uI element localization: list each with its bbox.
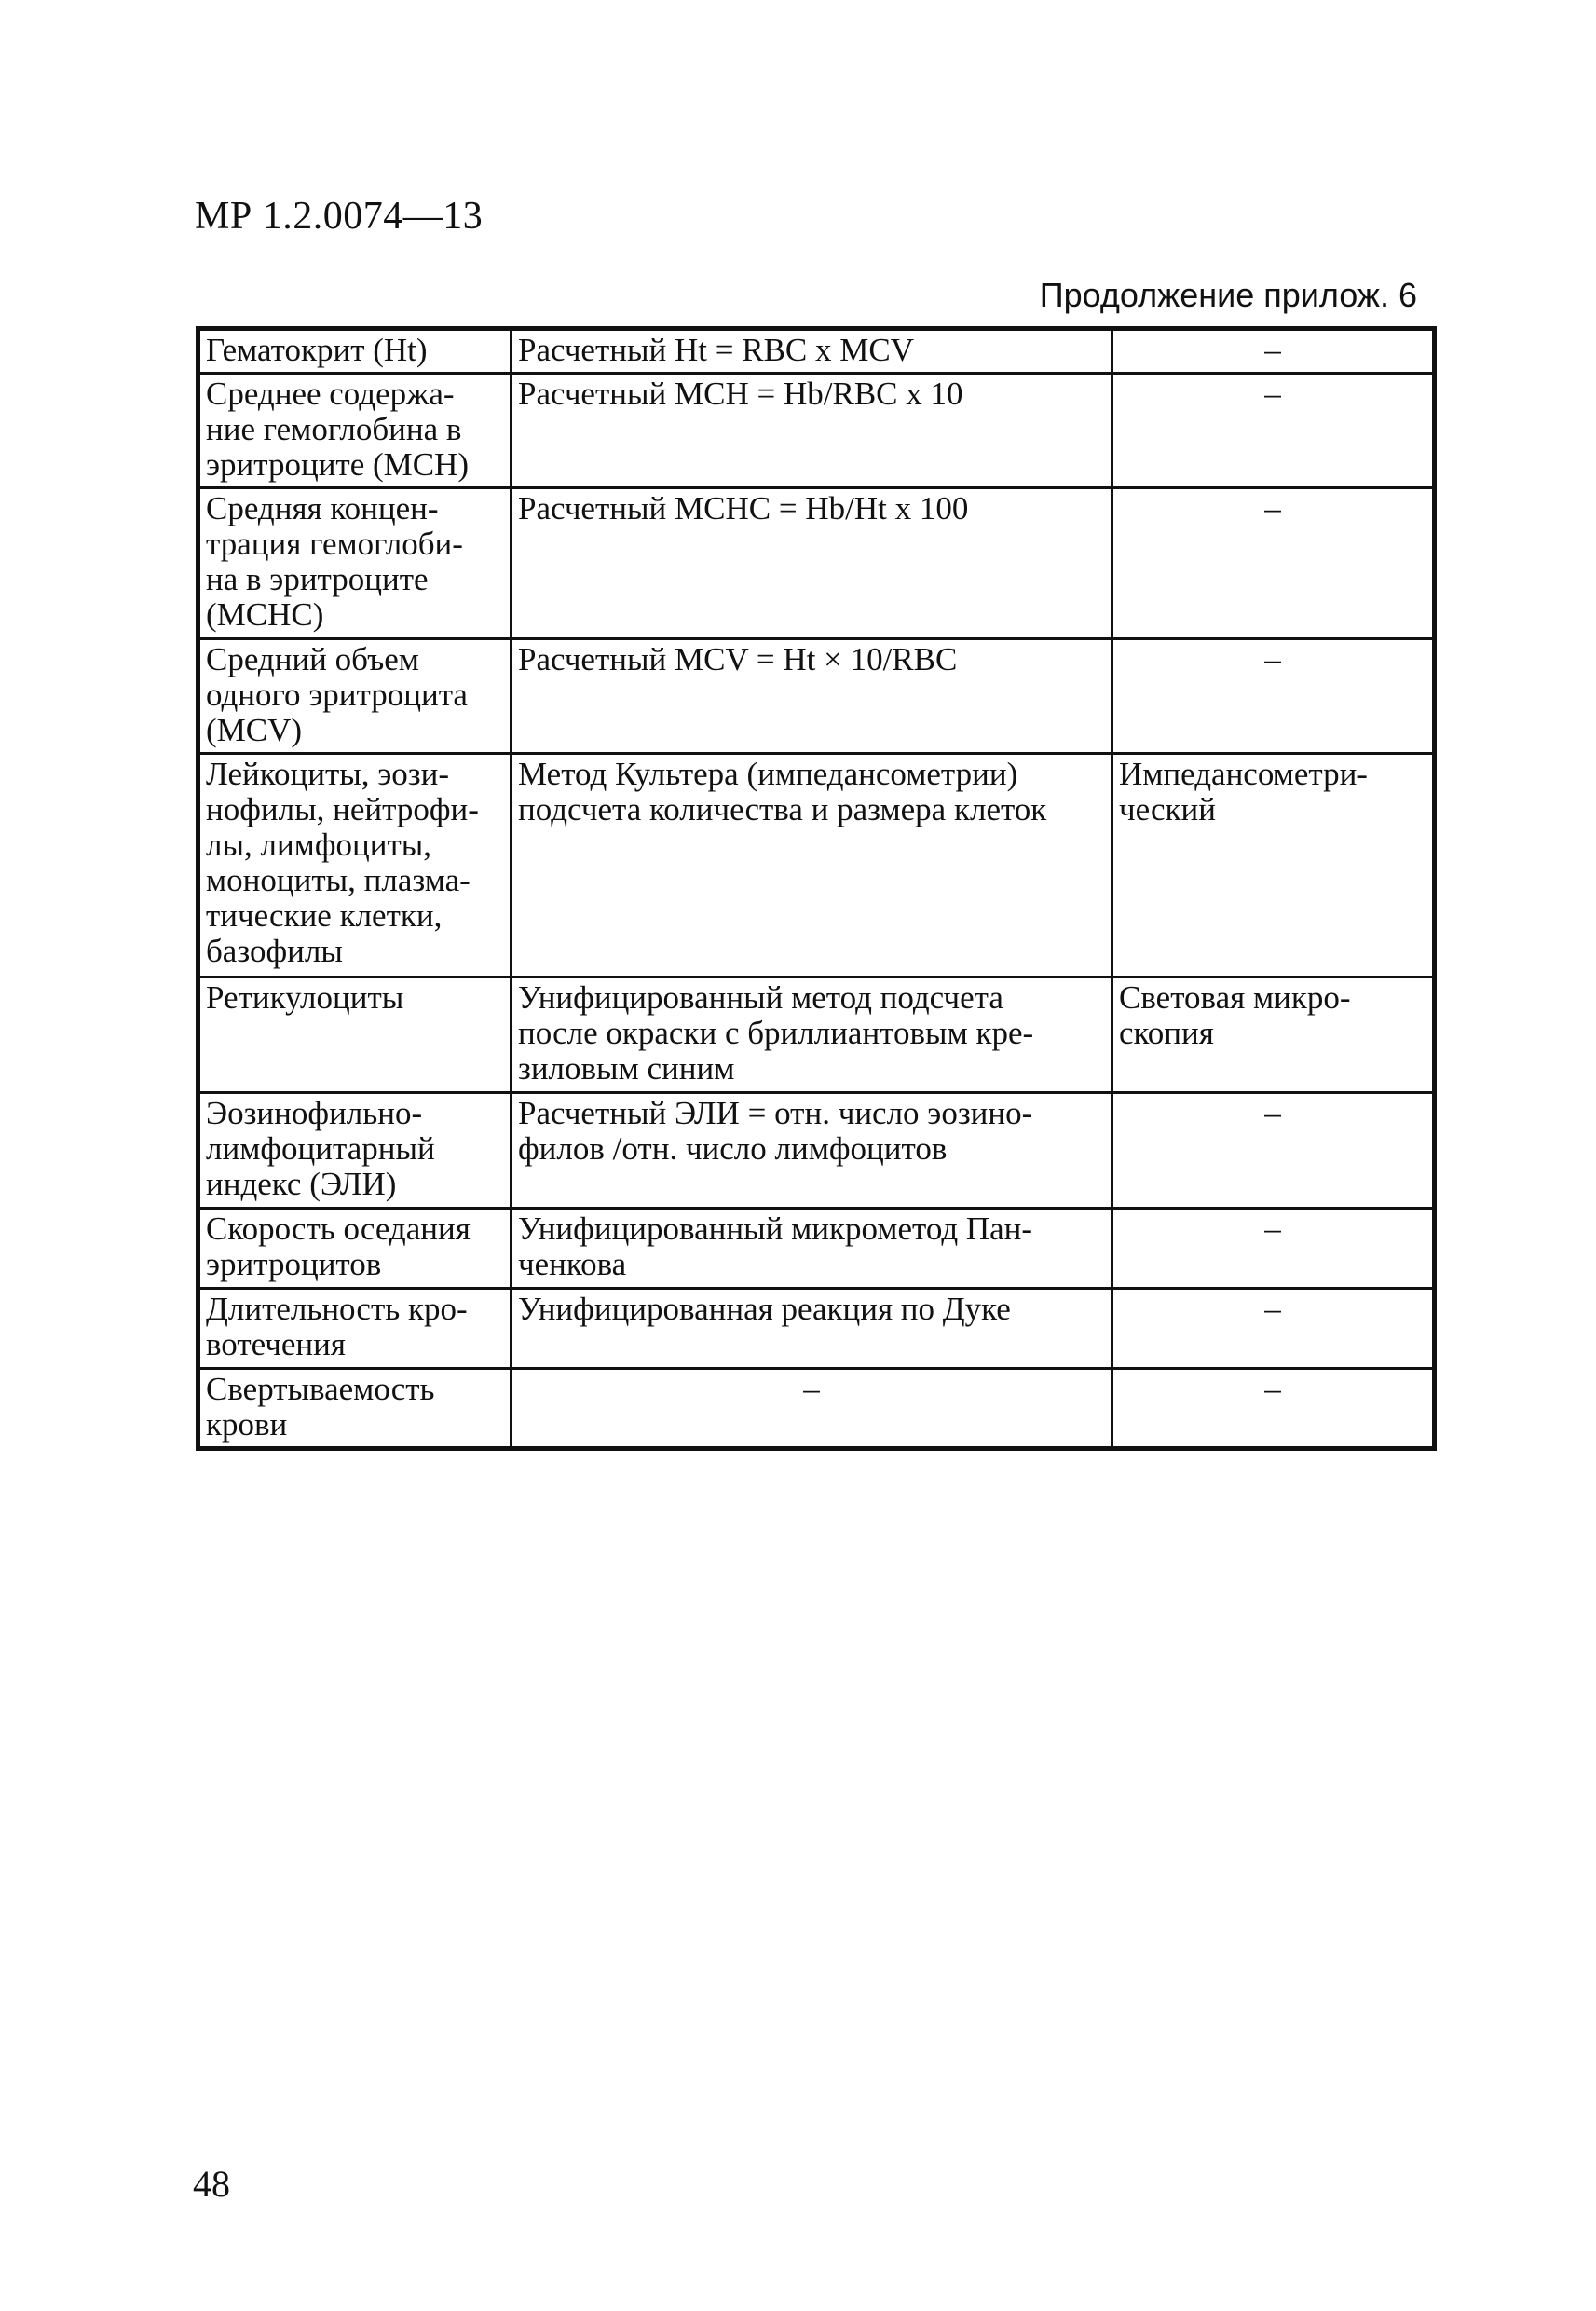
- method-cell: Расчетный МСНС = Hb/Ht x 100: [512, 488, 1112, 639]
- method-cell: Расчетный ЭЛИ = отн. число эозино- филов /отн. число лимфоцитов: [512, 1093, 1112, 1209]
- method-cell: Унифицированная реакция по Дуке: [512, 1289, 1112, 1369]
- method-cell: –: [512, 1369, 1112, 1449]
- method-cell: Расчетный MCV = Ht × 10/RBC: [512, 639, 1112, 754]
- table-row: [198, 639, 1435, 754]
- type-cell: –: [1112, 329, 1435, 374]
- table-row: [198, 1093, 1435, 1209]
- type-cell: Световая микро- скопия: [1112, 978, 1435, 1093]
- parameter-cell: Лейкоциты, эози- нофилы, нейтрофи- лы, лимфоциты, моноциты, плазма- тические клетки, базофилы: [198, 754, 512, 978]
- type-cell: –: [1112, 374, 1435, 488]
- document-code: МР 1.2.0074—13: [195, 195, 484, 238]
- table-row: [198, 374, 1435, 488]
- table-row: [198, 488, 1435, 639]
- continuation-note: Продолжение прилож. 6: [1039, 276, 1417, 314]
- table-row: [198, 329, 1435, 374]
- parameter-cell: Гематокрит (Ht): [198, 329, 512, 374]
- parameter-cell: Эозинофильно- лимфоцитарный индекс (ЭЛИ): [198, 1093, 512, 1209]
- table-row: [198, 978, 1435, 1093]
- parameter-cell: Длительность кро- вотечения: [198, 1289, 512, 1369]
- parameter-cell: Свертываемость крови: [198, 1369, 512, 1449]
- type-cell: –: [1112, 488, 1435, 639]
- table-row: [198, 1289, 1435, 1369]
- parameter-cell: Скорость оседания эритроцитов: [198, 1209, 512, 1289]
- table-row: [198, 1369, 1435, 1449]
- page-number: 48: [193, 2163, 230, 2205]
- parameter-cell: Средняя концен- трация гемоглоби- на в эритроците (МСНС): [198, 488, 512, 639]
- method-cell: Расчетный МСН = Hb/RBC x 10: [512, 374, 1112, 488]
- type-cell: –: [1112, 1209, 1435, 1289]
- type-cell: –: [1112, 1093, 1435, 1209]
- parameter-cell: Среднее содержа- ние гемоглобина в эритроците (МСН): [198, 374, 512, 488]
- table-row: [198, 1209, 1435, 1289]
- type-cell: –: [1112, 1369, 1435, 1449]
- type-cell: Импедансометри- ческий: [1112, 754, 1435, 978]
- type-cell: –: [1112, 1289, 1435, 1369]
- method-cell: Метод Культера (импедансометрии) подсчета количества и размера клеток: [512, 754, 1112, 978]
- parameter-cell: Средний объем одного эритроцита (MCV): [198, 639, 512, 754]
- method-cell: Унифицированный метод подсчета после окраски с бриллиантовым кре- зиловым синим: [512, 978, 1112, 1093]
- method-cell: Унифицированный микрометод Пан- ченкова: [512, 1209, 1112, 1289]
- type-cell: –: [1112, 639, 1435, 754]
- methods-table: [196, 326, 1437, 1451]
- parameter-cell: Ретикулоциты: [198, 978, 512, 1093]
- method-cell: Расчетный Ht = RBC x MCV: [512, 329, 1112, 374]
- table-row: [198, 754, 1435, 978]
